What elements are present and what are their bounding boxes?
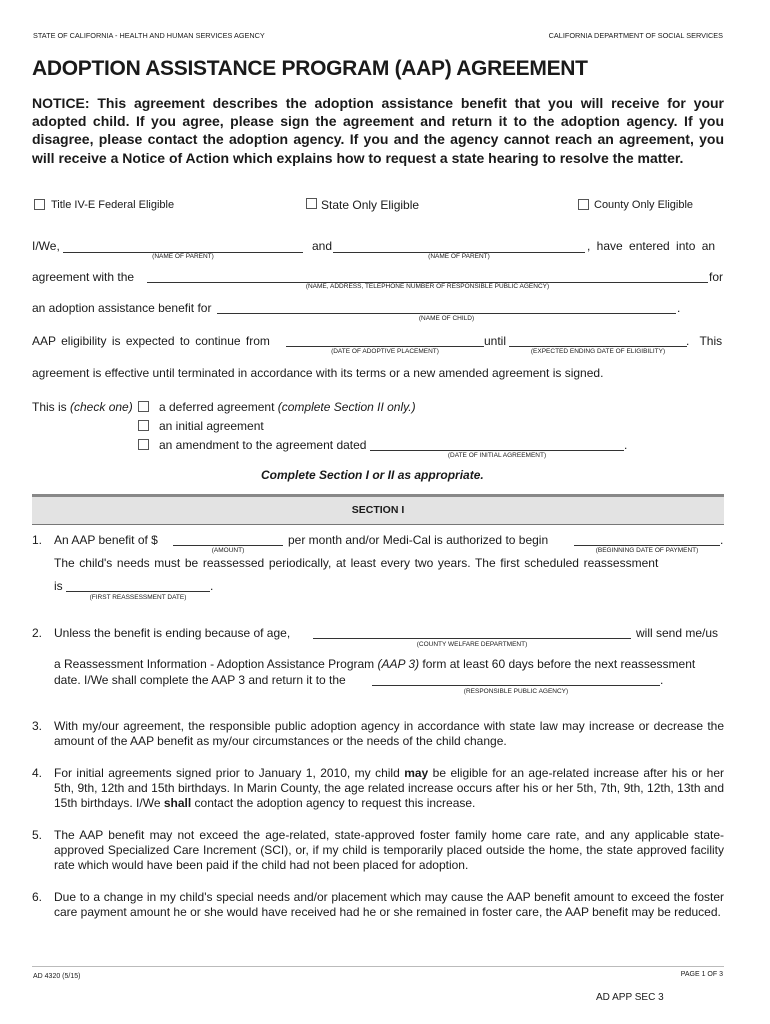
for-label: for: [709, 270, 724, 284]
child-caption: (NAME OF CHILD): [418, 315, 475, 322]
placement-caption: (DATE OF ADOPTIVE PLACEMENT): [331, 348, 439, 355]
county-only-label: County Only Eligible: [594, 199, 694, 211]
until-label: until: [484, 334, 507, 348]
and-label: and: [312, 239, 333, 253]
item-6-text: Due to a change in my child's special needs and/or placement which may cause the AAP benefit amount to exceed the foster care payment amount he or she would have received had he or she remained in foster care, the AAP benefit may be reduced.: [54, 890, 724, 919]
this-is-label: This is: [32, 400, 67, 414]
check-one-label: (check one): [70, 400, 133, 414]
form-title: ADOPTION ASSISTANCE PROGRAM (AAP) AGREEMENT: [32, 57, 588, 80]
is-period: .: [210, 579, 214, 593]
amount-caption: (AMOUNT): [211, 547, 245, 554]
this-label: . This: [686, 334, 723, 348]
benefit-amount-field[interactable]: [173, 545, 283, 546]
item-3-text: With my/our agreement, the responsible public adoption agency in accordance with state law may increase or decrease the amount of the AAP benefit as my/our circumstances or the needs of the child change.: [54, 719, 724, 748]
have-entered-label: , have entered into an: [587, 239, 716, 253]
aap3-label: (AAP 3): [377, 657, 420, 671]
item-2-text-a: Unless the benefit is ending because of age,: [54, 626, 291, 640]
initial-checkbox[interactable]: [138, 420, 149, 431]
complete-section-note: Complete Section I or II as appropriate.: [261, 468, 484, 482]
agency-header: STATE OF CALIFORNIA - HEALTH AND HUMAN SERVICES AGENCY: [33, 31, 265, 40]
section-title: SECTION I: [351, 504, 405, 516]
form-id: AD 4320 (5/15): [33, 973, 81, 980]
item-2-number: 2.: [32, 626, 43, 640]
iwe-label: I/We,: [32, 239, 60, 253]
first-reassessment-caption: (FIRST REASSESSMENT DATE): [89, 594, 187, 601]
may-emphasis: may: [404, 766, 429, 780]
first-reassessment-field[interactable]: [66, 591, 210, 592]
shall-emphasis: shall: [163, 796, 192, 810]
is-label: is: [54, 579, 63, 593]
title-ive-checkbox[interactable]: [34, 199, 45, 210]
item-1-number: 1.: [32, 533, 43, 547]
page-number: PAGE 1 OF 3: [680, 971, 723, 978]
item-1-text-a: An AAP benefit of $: [54, 533, 158, 547]
effective-text: agreement is effective until terminated in accordance with its terms or a new amended agreement is signed.: [32, 366, 604, 380]
item-2-period: .: [660, 673, 664, 687]
amendment-period: .: [624, 438, 628, 452]
agency-caption: (NAME, ADDRESS, TELEPHONE NUMBER OF RESPONSIBLE PUBLIC AGENCY): [305, 283, 550, 290]
begin-caption: (BEGINNING DATE OF PAYMENT): [595, 547, 699, 554]
department-header: CALIFORNIA DEPARTMENT OF SOCIAL SERVICES: [548, 31, 723, 40]
responsible-agency-return-field[interactable]: [372, 685, 660, 686]
placement-date-field[interactable]: [286, 346, 484, 347]
item-2-text-e: date. I/We shall complete the AAP 3 and return it to the: [54, 673, 346, 687]
item-2-text-c: a Reassessment Information - Adoption Assistance Program: [54, 657, 375, 671]
beginning-date-field[interactable]: [574, 545, 720, 546]
item-2-text-b: will send me/us: [636, 626, 719, 640]
section-code: AD APP SEC 3: [596, 992, 664, 1003]
item-6-number: 6.: [32, 890, 43, 904]
item-5-text: The AAP benefit may not exceed the age-related, state-approved foster family home care rate, and any applicable state-approved Specialized Care Increment (SCI), or, if my child is temporarily placed outside the home, the state approved facility rate which would have been paid if the child had not been placed for adoption.: [54, 828, 724, 872]
deferred-checkbox[interactable]: [138, 401, 149, 412]
item-4-number: 4.: [32, 766, 43, 780]
ending-date-field[interactable]: [509, 346, 687, 347]
deferred-note: (complete Section II only.): [277, 400, 416, 414]
child-period: .: [677, 301, 681, 315]
eligibility-continue-label: AAP eligibility is expected to continue from: [32, 334, 270, 348]
item-4-text: For initial agreements signed prior to January 1, 2010, my child may be eligible for an age-related increase after his or her 5th, 9th, 12th and 15th birthdays. In Marin County, the age related increase occurs after his or her 5th, 7th, 9th, 12th, 13th and 15th birthdays. I/We shall contact the adoption agency to request this increase.: [54, 766, 724, 810]
county-caption: (COUNTY WELFARE DEPARTMENT): [416, 641, 528, 648]
county-welfare-field[interactable]: [313, 638, 631, 639]
benefit-for-label: an adoption assistance benefit for: [32, 301, 212, 315]
parent-name-2-caption: (NAME OF PARENT): [428, 253, 490, 260]
child-name-field[interactable]: [217, 313, 676, 314]
item-3-number: 3.: [32, 719, 43, 733]
county-only-checkbox[interactable]: [578, 199, 589, 210]
item-1-text-b: per month and/or Medi-Cal is authorized to begin: [288, 533, 549, 547]
state-only-checkbox[interactable]: [306, 198, 317, 209]
parent-name-1-caption: (NAME OF PARENT): [152, 253, 214, 260]
deferred-label: a deferred agreement: [159, 400, 275, 414]
initial-label: an initial agreement: [159, 419, 264, 433]
ending-caption: (EXPECTED ENDING DATE OF ELIGIBILITY): [530, 348, 666, 355]
item-1-period: .: [720, 533, 724, 547]
amendment-checkbox[interactable]: [138, 439, 149, 450]
state-only-label: State Only Eligible: [321, 198, 420, 212]
item-5-number: 5.: [32, 828, 43, 842]
initial-date-caption: (DATE OF INITIAL AGREEMENT): [447, 452, 547, 459]
responsible-caption: (RESPONSIBLE PUBLIC AGENCY): [463, 688, 569, 695]
amendment-label: an amendment to the agreement dated: [159, 438, 367, 452]
title-ive-label: Title IV-E Federal Eligible: [51, 199, 175, 211]
agreement-with-label: agreement with the: [32, 270, 135, 284]
initial-agreement-date-field[interactable]: [370, 450, 624, 451]
item-2-text-d: form at least 60 days before the next reassessment: [422, 657, 696, 671]
notice-paragraph: NOTICE: This agreement describes the adoption assistance benefit that you will receive for your adopted child. If you agree, please sign the agreement and return it to the adoption agency. If you disagree, please contact the adoption agency. If you and the agency cannot reach an agreement, you will receive a Notice of Action which explains how to request a state hearing to resolve the matter.: [32, 95, 724, 166]
item-1-text-c: The child's needs must be reassessed periodically, at least every two years. The first scheduled reassessment: [54, 556, 659, 570]
footer-rule: [32, 966, 724, 967]
